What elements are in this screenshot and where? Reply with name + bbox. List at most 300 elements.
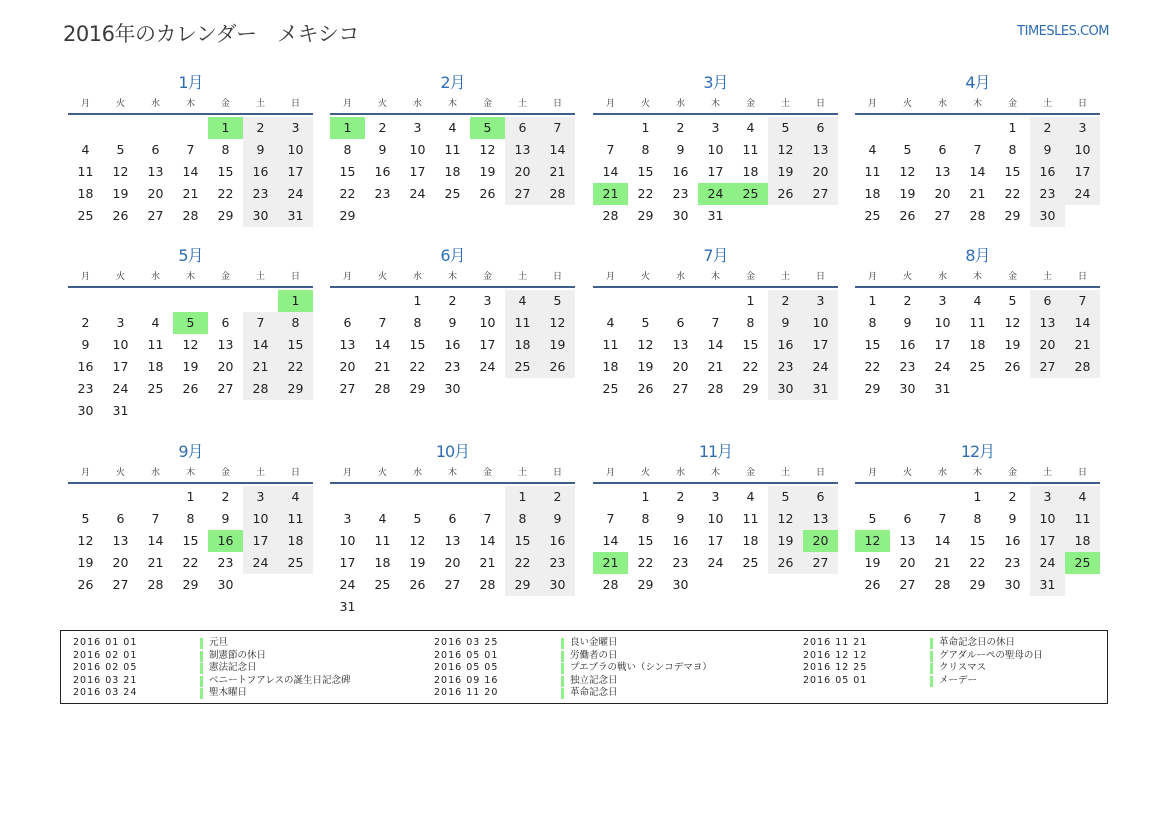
day-cell: 30 bbox=[217, 577, 234, 592]
day-cell: 2 bbox=[676, 489, 685, 504]
weekday-label: 木 bbox=[447, 272, 457, 282]
day-cell: 1 bbox=[641, 120, 650, 135]
day-cell: 2 bbox=[540, 486, 575, 508]
day-cell: 3 bbox=[711, 120, 720, 135]
weekday-label: 木 bbox=[972, 99, 982, 109]
month-divider bbox=[855, 113, 1100, 115]
weekday-label: 日 bbox=[1077, 468, 1087, 478]
day-cell: 7 bbox=[1065, 290, 1100, 312]
day-cell: 21 bbox=[243, 356, 278, 378]
weekday-label: 木 bbox=[447, 99, 457, 109]
day-cell: 22 bbox=[278, 356, 313, 378]
day-cell: 18 bbox=[77, 186, 94, 201]
day-cell: 9 bbox=[903, 315, 912, 330]
empty-day-cell bbox=[173, 400, 208, 422]
weekday-header bbox=[330, 270, 575, 284]
holiday-date: 2016 03 21 bbox=[73, 674, 138, 686]
day-cell: 25 bbox=[505, 356, 540, 378]
week-row bbox=[593, 161, 838, 183]
day-cell: 7 bbox=[711, 315, 720, 330]
week-row bbox=[855, 139, 1100, 161]
day-cell: 1 bbox=[868, 293, 877, 308]
month-7 bbox=[593, 245, 838, 400]
holiday-date: 2016 03 24 bbox=[73, 687, 138, 698]
week-row bbox=[68, 290, 313, 312]
day-cell: 7 bbox=[243, 312, 278, 334]
empty-day-cell bbox=[628, 290, 663, 312]
weekday-label: 日 bbox=[290, 468, 300, 478]
month-1 bbox=[68, 72, 313, 227]
week-row bbox=[68, 356, 313, 378]
day-cell: 19 bbox=[1004, 337, 1021, 352]
day-grid bbox=[593, 117, 838, 227]
day-cell: 9 bbox=[243, 139, 278, 161]
day-cell: 17 bbox=[278, 161, 313, 183]
day-cell: 25 bbox=[969, 359, 986, 374]
weekday-label: 水 bbox=[412, 272, 422, 282]
day-cell: 27 bbox=[934, 208, 951, 223]
day-cell: 7 bbox=[938, 511, 947, 526]
day-cell: 24 bbox=[112, 381, 129, 396]
day-cell: 28 bbox=[147, 577, 164, 592]
holiday-marker bbox=[561, 638, 564, 649]
week-row bbox=[593, 378, 838, 400]
weekday-label: 水 bbox=[937, 99, 947, 109]
month-12 bbox=[855, 441, 1100, 596]
week-row bbox=[330, 574, 575, 596]
day-cell: 6 bbox=[803, 486, 838, 508]
day-cell: 10 bbox=[707, 511, 724, 526]
holiday-day-cell: 25 bbox=[733, 183, 768, 205]
holiday-item bbox=[803, 675, 1043, 688]
day-cell: 20 bbox=[934, 186, 951, 201]
day-cell: 31 bbox=[1030, 574, 1065, 596]
day-cell: 29 bbox=[637, 208, 654, 223]
day-cell: 22 bbox=[637, 186, 654, 201]
weekday-label: 火 bbox=[377, 468, 387, 478]
month-2 bbox=[330, 72, 575, 227]
day-cell: 14 bbox=[1065, 312, 1100, 334]
week-row bbox=[68, 508, 313, 530]
day-cell: 6 bbox=[505, 117, 540, 139]
holiday-list-box bbox=[60, 630, 1108, 704]
day-cell: 29 bbox=[969, 577, 986, 592]
day-cell: 3 bbox=[711, 489, 720, 504]
day-cell: 26 bbox=[768, 183, 803, 205]
day-cell: 29 bbox=[182, 577, 199, 592]
day-cell: 21 bbox=[182, 186, 199, 201]
day-cell: 14 bbox=[707, 337, 724, 352]
day-cell: 27 bbox=[217, 381, 234, 396]
empty-day-cell bbox=[208, 290, 243, 312]
month-title: 12月 bbox=[960, 442, 995, 461]
day-cell: 28 bbox=[182, 208, 199, 223]
weekday-label: 金 bbox=[745, 468, 755, 478]
day-cell: 2 bbox=[448, 293, 457, 308]
day-cell: 15 bbox=[182, 533, 199, 548]
site-link[interactable]: TIMESLES.COM bbox=[1017, 24, 1109, 39]
weekday-label: 金 bbox=[1007, 99, 1017, 109]
week-row bbox=[68, 161, 313, 183]
day-cell: 22 bbox=[637, 555, 654, 570]
day-grid bbox=[855, 290, 1100, 400]
day-cell: 17 bbox=[409, 164, 426, 179]
holiday-name: メーデー bbox=[939, 674, 978, 686]
empty-day-cell bbox=[890, 117, 925, 139]
day-cell: 22 bbox=[864, 359, 881, 374]
day-cell: 8 bbox=[505, 508, 540, 530]
holiday-item bbox=[434, 650, 712, 663]
day-cell: 23 bbox=[540, 552, 575, 574]
day-cell: 27 bbox=[112, 577, 129, 592]
empty-day-cell bbox=[400, 596, 435, 618]
weekday-label: 火 bbox=[640, 468, 650, 478]
weekday-label: 水 bbox=[150, 468, 160, 478]
holiday-name: 良い金曜日 bbox=[570, 637, 618, 648]
day-cell: 2 bbox=[1030, 117, 1065, 139]
empty-day-cell bbox=[925, 117, 960, 139]
month-title: 3月 bbox=[703, 73, 728, 92]
day-cell: 23 bbox=[374, 186, 391, 201]
holiday-date: 2016 11 21 bbox=[803, 637, 868, 648]
day-cell: 31 bbox=[339, 599, 356, 614]
holiday-name: ベニートフアレスの誕生日記念碑 bbox=[209, 674, 351, 686]
weekday-label: 土 bbox=[255, 272, 265, 282]
empty-day-cell bbox=[365, 290, 400, 312]
weekday-label: 日 bbox=[552, 99, 562, 109]
empty-day-cell bbox=[960, 378, 995, 400]
empty-day-cell bbox=[470, 378, 505, 400]
weekday-label: 木 bbox=[185, 272, 195, 282]
day-cell: 16 bbox=[243, 161, 278, 183]
day-cell: 14 bbox=[934, 533, 951, 548]
day-cell: 24 bbox=[803, 356, 838, 378]
empty-day-cell bbox=[663, 290, 698, 312]
week-row bbox=[330, 334, 575, 356]
weekday-label: 金 bbox=[220, 468, 230, 478]
day-cell: 18 bbox=[278, 530, 313, 552]
day-cell: 22 bbox=[969, 555, 986, 570]
holiday-item bbox=[73, 662, 351, 675]
weekday-header bbox=[593, 270, 838, 284]
day-cell: 11 bbox=[602, 337, 619, 352]
day-cell: 28 bbox=[540, 183, 575, 205]
week-row bbox=[593, 139, 838, 161]
holiday-name: 元旦 bbox=[209, 637, 229, 648]
day-cell: 28 bbox=[479, 577, 496, 592]
day-grid bbox=[68, 290, 313, 422]
weekday-label: 火 bbox=[115, 272, 125, 282]
day-cell: 15 bbox=[409, 337, 426, 352]
day-cell: 30 bbox=[768, 378, 803, 400]
empty-day-cell bbox=[698, 290, 733, 312]
empty-day-cell bbox=[1065, 378, 1100, 400]
month-divider bbox=[68, 286, 313, 288]
weekday-label: 水 bbox=[150, 99, 160, 109]
week-row bbox=[330, 290, 575, 312]
day-cell: 24 bbox=[409, 186, 426, 201]
day-cell: 3 bbox=[116, 315, 125, 330]
weekday-label: 日 bbox=[1077, 272, 1087, 282]
week-row bbox=[68, 117, 313, 139]
empty-day-cell bbox=[470, 205, 505, 227]
empty-day-cell bbox=[1030, 378, 1065, 400]
day-cell: 22 bbox=[505, 552, 540, 574]
weekday-label: 土 bbox=[1042, 99, 1052, 109]
day-cell: 15 bbox=[278, 334, 313, 356]
day-cell: 15 bbox=[864, 337, 881, 352]
holiday-marker bbox=[200, 663, 203, 674]
day-cell: 4 bbox=[868, 142, 877, 157]
day-cell: 26 bbox=[637, 381, 654, 396]
week-row bbox=[330, 596, 575, 618]
day-cell: 18 bbox=[742, 533, 759, 548]
day-cell: 7 bbox=[973, 142, 982, 157]
day-cell: 22 bbox=[1004, 186, 1021, 201]
week-row bbox=[330, 508, 575, 530]
month-title: 7月 bbox=[703, 246, 728, 265]
day-cell: 24 bbox=[479, 359, 496, 374]
day-cell: 9 bbox=[1030, 139, 1065, 161]
holiday-marker bbox=[200, 676, 203, 687]
day-cell: 18 bbox=[969, 337, 986, 352]
day-cell: 14 bbox=[147, 533, 164, 548]
day-cell: 19 bbox=[77, 555, 94, 570]
day-cell: 4 bbox=[746, 489, 755, 504]
day-cell: 3 bbox=[278, 117, 313, 139]
day-cell: 21 bbox=[479, 555, 496, 570]
day-cell: 25 bbox=[147, 381, 164, 396]
month-title: 1月 bbox=[178, 73, 203, 92]
day-cell: 16 bbox=[374, 164, 391, 179]
day-cell: 7 bbox=[606, 511, 615, 526]
empty-day-cell bbox=[103, 290, 138, 312]
day-cell: 29 bbox=[505, 574, 540, 596]
weekday-label: 木 bbox=[710, 272, 720, 282]
week-row bbox=[330, 356, 575, 378]
weekday-label: 月 bbox=[80, 468, 90, 478]
empty-day-cell bbox=[365, 205, 400, 227]
day-cell: 24 bbox=[339, 577, 356, 592]
day-cell: 11 bbox=[374, 533, 391, 548]
weekday-header bbox=[855, 270, 1100, 284]
day-grid bbox=[330, 290, 575, 400]
month-5 bbox=[68, 245, 313, 422]
day-cell: 12 bbox=[182, 337, 199, 352]
month-title: 11月 bbox=[698, 442, 733, 461]
day-cell: 14 bbox=[182, 164, 199, 179]
month-3 bbox=[593, 72, 838, 227]
day-cell: 18 bbox=[444, 164, 461, 179]
week-row bbox=[855, 312, 1100, 334]
weekday-label: 土 bbox=[780, 272, 790, 282]
week-row bbox=[855, 356, 1100, 378]
day-cell: 29 bbox=[864, 381, 881, 396]
day-cell: 20 bbox=[112, 555, 129, 570]
day-cell: 8 bbox=[641, 142, 650, 157]
weekday-label: 火 bbox=[902, 99, 912, 109]
holiday-name: 革命記念日の休日 bbox=[939, 637, 1016, 648]
week-row bbox=[855, 161, 1100, 183]
day-cell: 28 bbox=[602, 208, 619, 223]
empty-day-cell bbox=[243, 400, 278, 422]
day-cell: 2 bbox=[768, 290, 803, 312]
day-cell: 10 bbox=[803, 312, 838, 334]
holiday-date: 2016 11 20 bbox=[434, 687, 499, 698]
day-cell: 13 bbox=[444, 533, 461, 548]
day-cell: 25 bbox=[77, 208, 94, 223]
weekday-label: 土 bbox=[780, 468, 790, 478]
day-cell: 18 bbox=[864, 186, 881, 201]
weekday-label: 火 bbox=[377, 272, 387, 282]
day-cell: 22 bbox=[409, 359, 426, 374]
day-cell: 27 bbox=[899, 577, 916, 592]
day-cell: 23 bbox=[768, 356, 803, 378]
day-grid bbox=[855, 117, 1100, 227]
week-row bbox=[68, 400, 313, 422]
day-cell: 9 bbox=[378, 142, 387, 157]
day-cell: 9 bbox=[676, 142, 685, 157]
month-title: 5月 bbox=[178, 246, 203, 265]
day-cell: 1 bbox=[1008, 120, 1017, 135]
weekday-label: 金 bbox=[482, 468, 492, 478]
week-row bbox=[593, 183, 838, 205]
weekday-label: 月 bbox=[605, 468, 615, 478]
day-cell: 12 bbox=[768, 508, 803, 530]
empty-day-cell bbox=[103, 486, 138, 508]
day-cell: 26 bbox=[479, 186, 496, 201]
weekday-label: 月 bbox=[80, 272, 90, 282]
holiday-marker bbox=[930, 676, 933, 687]
holiday-date: 2016 12 25 bbox=[803, 662, 868, 673]
day-cell: 23 bbox=[444, 359, 461, 374]
day-cell: 13 bbox=[505, 139, 540, 161]
day-cell: 7 bbox=[540, 117, 575, 139]
week-row bbox=[593, 117, 838, 139]
day-cell: 17 bbox=[243, 530, 278, 552]
day-cell: 26 bbox=[182, 381, 199, 396]
day-cell: 16 bbox=[444, 337, 461, 352]
day-cell: 6 bbox=[938, 142, 947, 157]
day-cell: 13 bbox=[147, 164, 164, 179]
holiday-day-cell: 20 bbox=[803, 530, 838, 552]
day-cell: 1 bbox=[973, 489, 982, 504]
day-cell: 17 bbox=[1065, 161, 1100, 183]
day-cell: 25 bbox=[444, 186, 461, 201]
weekday-label: 木 bbox=[447, 468, 457, 478]
holiday-day-cell: 21 bbox=[593, 552, 628, 574]
day-cell: 16 bbox=[77, 359, 94, 374]
month-6 bbox=[330, 245, 575, 400]
weekday-label: 金 bbox=[745, 272, 755, 282]
weekday-label: 日 bbox=[815, 99, 825, 109]
weekday-label: 火 bbox=[640, 272, 650, 282]
day-cell: 1 bbox=[186, 489, 195, 504]
day-cell: 30 bbox=[672, 208, 689, 223]
day-cell: 24 bbox=[707, 555, 724, 570]
holiday-day-cell: 12 bbox=[855, 530, 890, 552]
weekday-label: 土 bbox=[255, 468, 265, 478]
holiday-item bbox=[434, 675, 712, 688]
day-cell: 11 bbox=[969, 315, 986, 330]
empty-day-cell bbox=[278, 574, 313, 596]
day-cell: 14 bbox=[602, 533, 619, 548]
day-cell: 5 bbox=[641, 315, 650, 330]
holiday-name: プエブラの戦い（シンコデマヨ） bbox=[570, 662, 712, 673]
day-cell: 5 bbox=[903, 142, 912, 157]
day-cell: 19 bbox=[540, 334, 575, 356]
day-cell: 12 bbox=[77, 533, 94, 548]
empty-day-cell bbox=[243, 290, 278, 312]
day-cell: 23 bbox=[77, 381, 94, 396]
week-row bbox=[855, 574, 1100, 596]
day-cell: 5 bbox=[81, 511, 90, 526]
week-row bbox=[855, 290, 1100, 312]
weekday-header bbox=[593, 466, 838, 480]
day-cell: 23 bbox=[217, 555, 234, 570]
day-cell: 27 bbox=[1030, 356, 1065, 378]
holiday-day-cell: 5 bbox=[470, 117, 505, 139]
day-cell: 31 bbox=[278, 205, 313, 227]
weekday-label: 月 bbox=[342, 272, 352, 282]
day-cell: 20 bbox=[217, 359, 234, 374]
day-cell: 19 bbox=[768, 161, 803, 183]
day-cell: 4 bbox=[448, 120, 457, 135]
day-cell: 9 bbox=[676, 511, 685, 526]
day-cell: 23 bbox=[672, 555, 689, 570]
day-cell: 7 bbox=[151, 511, 160, 526]
month-title: 6月 bbox=[440, 246, 465, 265]
day-cell: 23 bbox=[1004, 555, 1021, 570]
empty-day-cell bbox=[698, 574, 733, 596]
holiday-item bbox=[73, 650, 351, 663]
weekday-label: 日 bbox=[815, 272, 825, 282]
day-cell: 8 bbox=[868, 315, 877, 330]
day-cell: 13 bbox=[803, 139, 838, 161]
week-row bbox=[855, 334, 1100, 356]
empty-day-cell bbox=[435, 205, 470, 227]
holiday-item bbox=[803, 637, 1043, 650]
day-cell: 1 bbox=[641, 489, 650, 504]
day-cell: 8 bbox=[186, 511, 195, 526]
weekday-label: 火 bbox=[902, 272, 912, 282]
day-cell: 12 bbox=[637, 337, 654, 352]
month-8 bbox=[855, 245, 1100, 400]
day-cell: 29 bbox=[742, 381, 759, 396]
week-row bbox=[68, 574, 313, 596]
day-cell: 27 bbox=[147, 208, 164, 223]
month-divider bbox=[855, 482, 1100, 484]
day-cell: 14 bbox=[479, 533, 496, 548]
weekday-label: 金 bbox=[482, 99, 492, 109]
month-divider bbox=[330, 113, 575, 115]
page-title: 2016年のカレンダー メキシコ bbox=[63, 22, 359, 46]
day-grid bbox=[68, 117, 313, 227]
day-cell: 23 bbox=[672, 186, 689, 201]
weekday-label: 土 bbox=[517, 272, 527, 282]
month-title: 10月 bbox=[435, 442, 470, 461]
empty-day-cell bbox=[400, 486, 435, 508]
weekday-label: 木 bbox=[710, 468, 720, 478]
week-row bbox=[593, 334, 838, 356]
holiday-day-cell: 1 bbox=[330, 117, 365, 139]
empty-day-cell bbox=[803, 574, 838, 596]
day-cell: 5 bbox=[768, 117, 803, 139]
day-cell: 11 bbox=[444, 142, 461, 157]
day-cell: 8 bbox=[278, 312, 313, 334]
holiday-day-cell: 24 bbox=[698, 183, 733, 205]
day-cell: 17 bbox=[1030, 530, 1065, 552]
